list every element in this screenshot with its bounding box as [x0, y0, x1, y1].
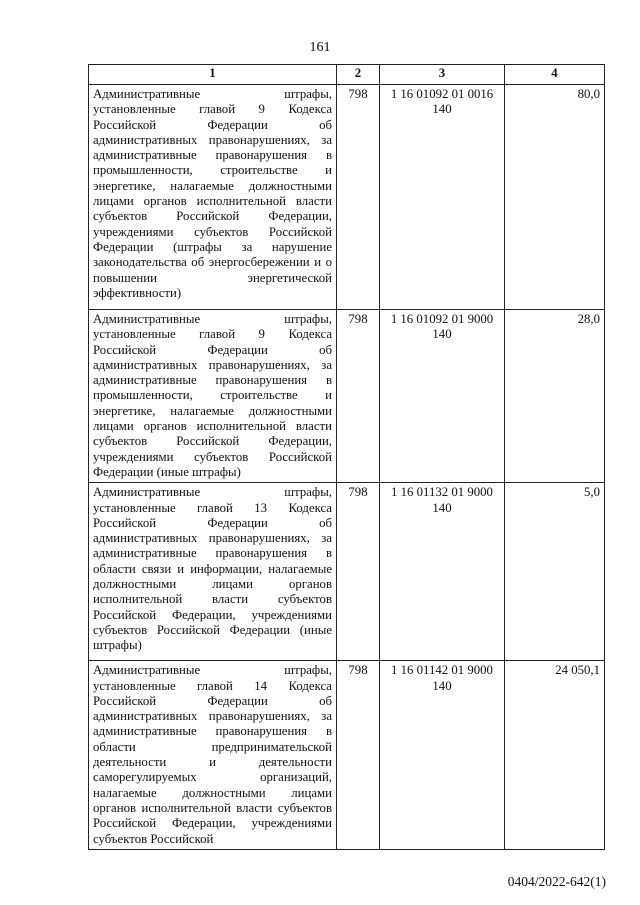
kbk-code-line-1: 1 16 01132 01 9000	[391, 485, 493, 500]
row-admin-code: 798	[337, 310, 380, 483]
revenue-table	[88, 64, 605, 850]
kbk-code-line-2: 140	[432, 102, 452, 117]
page-number: 161	[309, 40, 331, 55]
row-admin-code: 798	[337, 483, 380, 661]
kbk-code-line-2: 140	[432, 500, 452, 515]
table-row	[89, 310, 605, 483]
document-id: 0404/2022-642(1)	[507, 874, 606, 889]
row-amount: 80,0	[505, 85, 605, 310]
row-kbk-code	[380, 661, 505, 850]
kbk-code-line-2: 140	[432, 327, 452, 342]
row-description: Административные штрафы, установленные главой 14 Кодекса Российской Федерации об административных правонарушениях, за административные правонарушения в области предпринимательской деятельности и деятельности саморегулируемых организаций, налагаемые должностными лицами органов исполнительной власти субъектов Российской Федерации, учреждениями субъектов Российской	[89, 661, 337, 850]
column-header-2: 2	[337, 65, 380, 85]
row-admin-code: 798	[337, 661, 380, 850]
column-header-1: 1	[89, 65, 337, 85]
kbk-code-line-1: 1 16 01092 01 0016	[390, 87, 494, 101]
row-amount: 24 050,1	[505, 661, 605, 850]
row-admin-code: 798	[337, 85, 380, 310]
row-kbk-code	[380, 85, 505, 310]
row-amount: 28,0	[505, 310, 605, 483]
column-header-3: 3	[380, 65, 505, 85]
table-row	[89, 661, 605, 850]
column-header-4: 4	[505, 65, 605, 85]
row-description: Административные штрафы, установленные главой 9 Кодекса Российской Федерации об административных правонарушениях, за административные правонарушения в промышленности, строительстве и энергетике, налагаемые должностными лицами органов исполнительной власти субъектов Российской Федерации, учреждениями субъектов Российской Федерации (штрафы за нарушение законодательства об энергосбережении и о повышении энергетической эффективности)	[89, 85, 337, 310]
kbk-code-line-1: 1 16 01142 01 9000	[391, 663, 493, 678]
row-description: Административные штрафы, установленные главой 9 Кодекса Российской Федерации об административных правонарушениях, за административные правонарушения в промышленности, строительстве и энергетике, налагаемые должностными лицами органов исполнительной власти субъектов Российской Федерации, учреждениями субъектов Российской Федерации (иные штрафы)	[89, 310, 337, 483]
row-description: Административные штрафы, установленные главой 13 Кодекса Российской Федерации об административных правонарушениях, за административные правонарушения в области связи и информации, налагаемые должностными лицами органов исполнительной власти субъектов Российской Федерации, учреждениями субъектов Российской Федерации (иные штрафы)	[89, 483, 337, 661]
row-kbk-code	[380, 483, 505, 661]
table-row	[89, 483, 605, 661]
table-header-row	[89, 65, 605, 85]
row-amount: 5,0	[505, 483, 605, 661]
table-row	[89, 85, 605, 310]
kbk-code-line-2: 140	[432, 678, 452, 693]
kbk-code-line-1: 1 16 01092 01 9000	[390, 312, 494, 326]
row-kbk-code	[380, 310, 505, 483]
